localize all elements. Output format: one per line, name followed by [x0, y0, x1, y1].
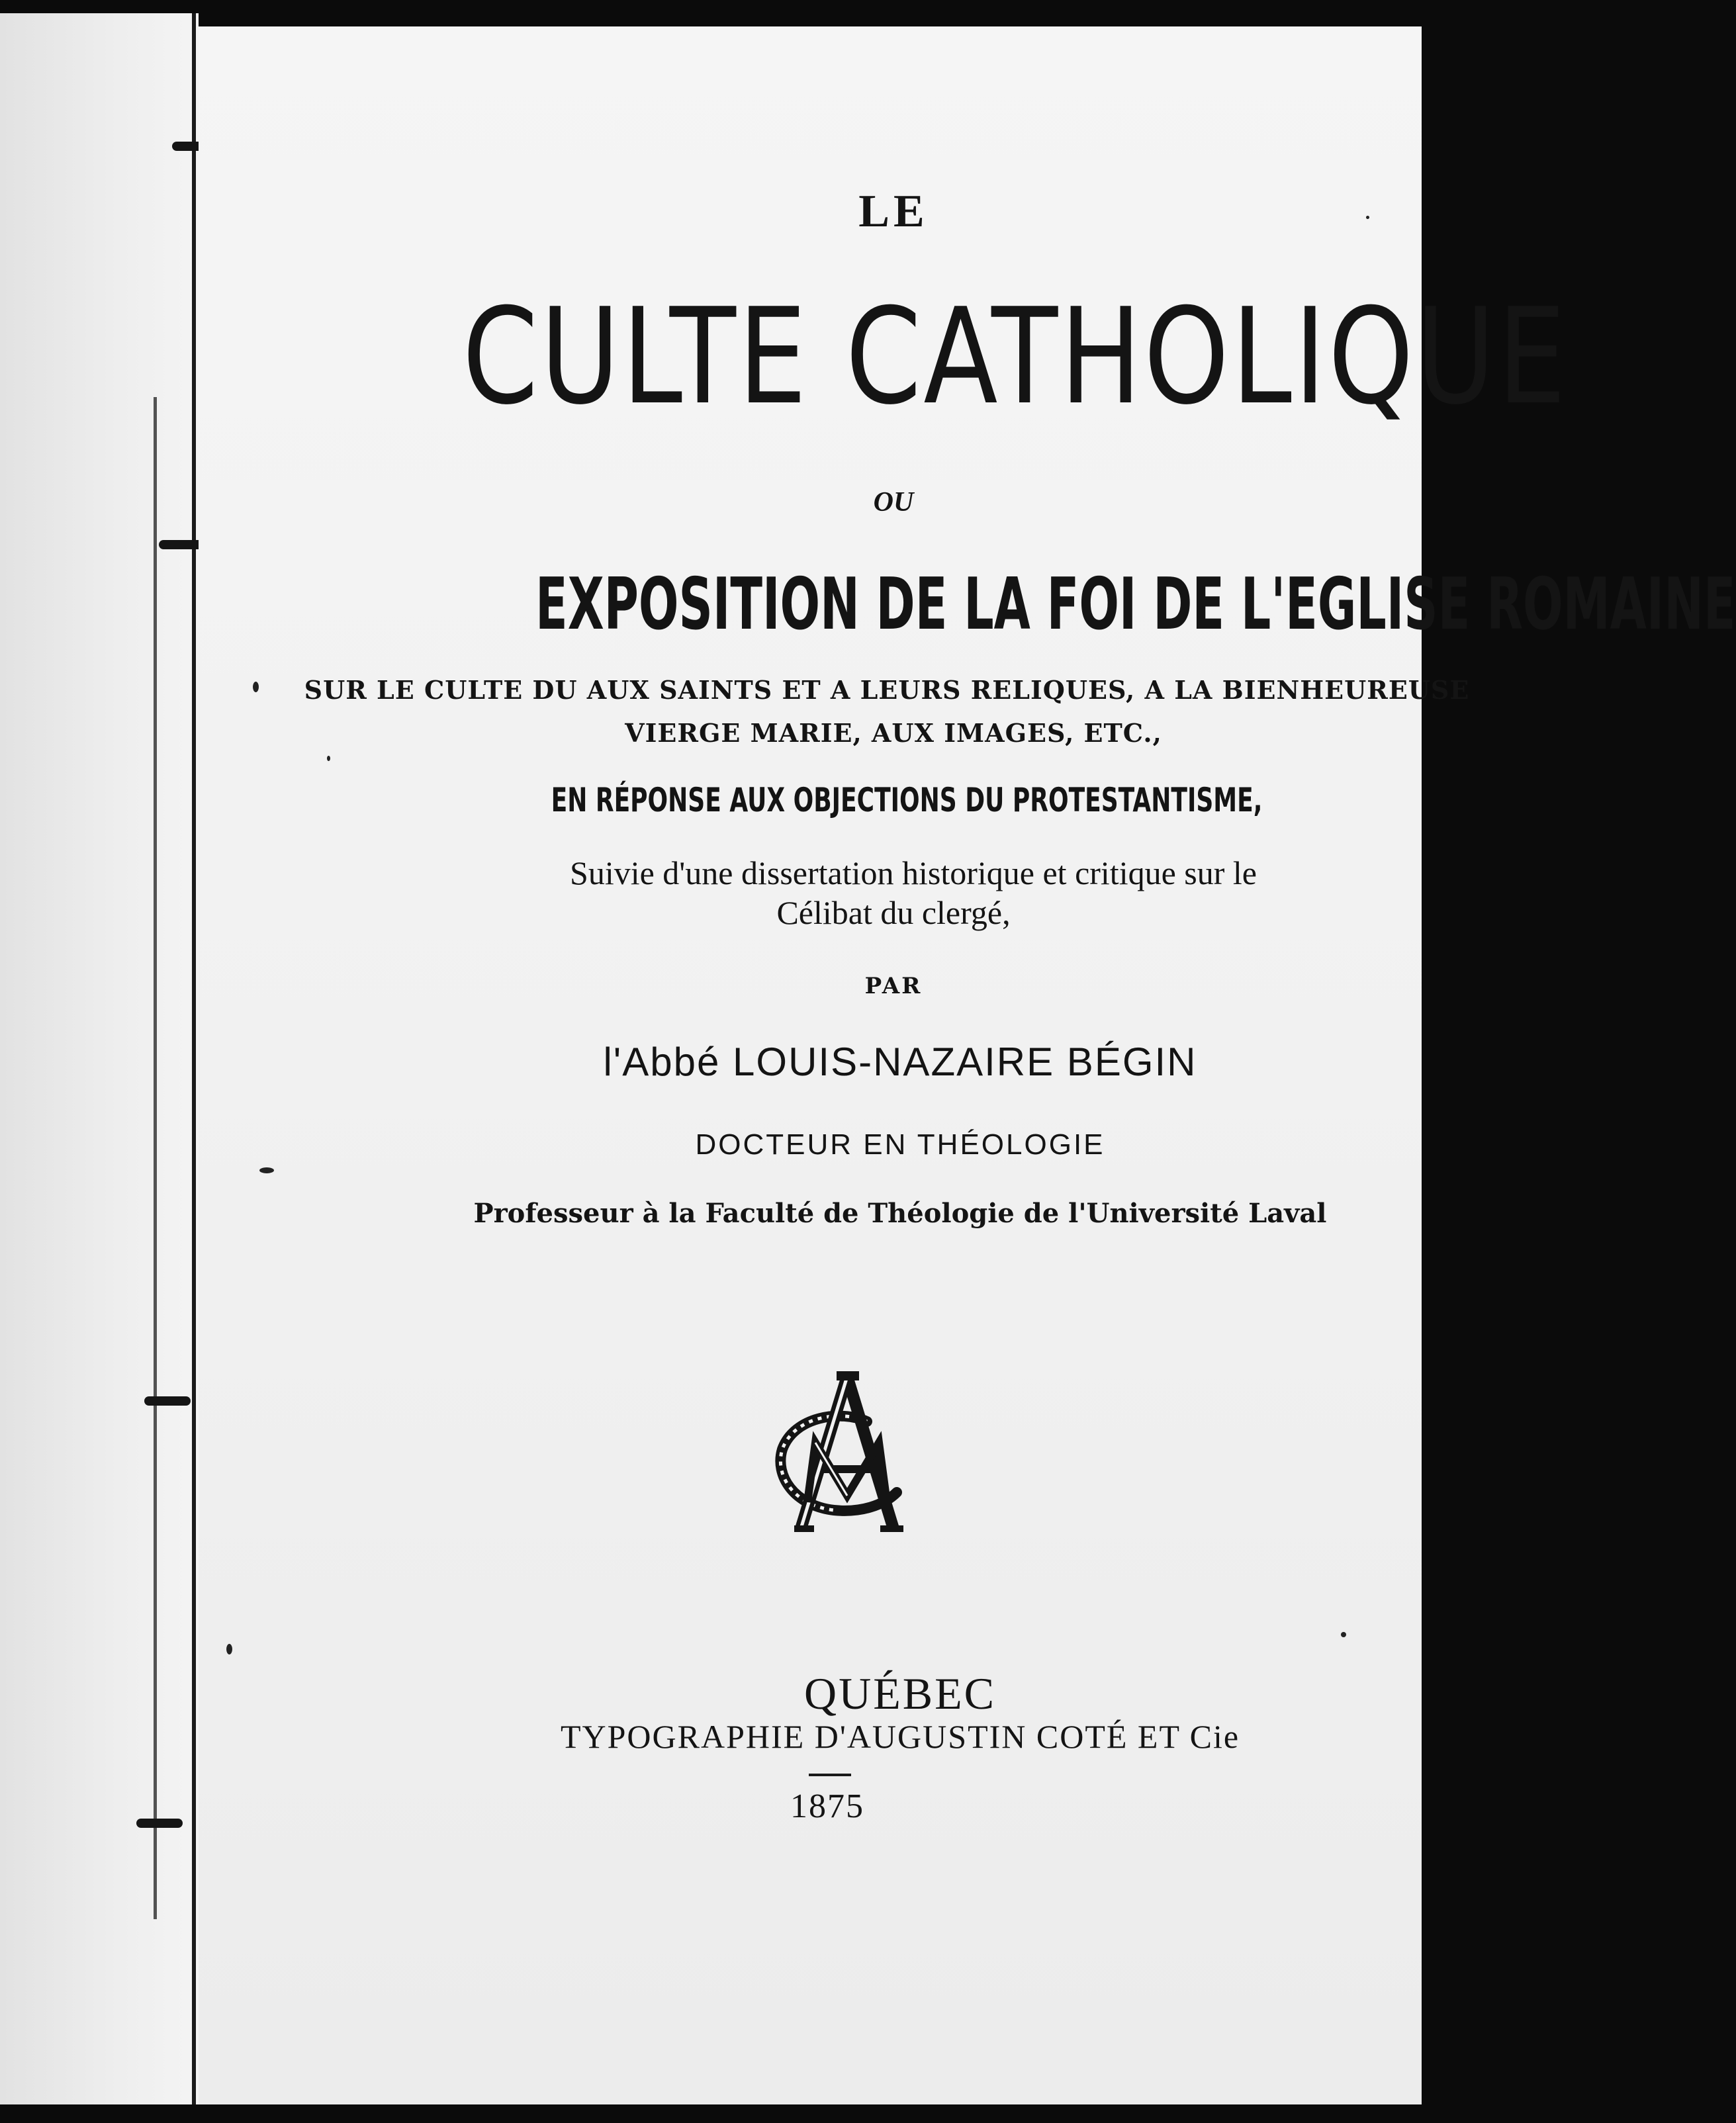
- publisher-monogram-icon: [768, 1370, 920, 1535]
- by-label: PAR: [864, 973, 923, 999]
- subtitle: EXPOSITION DE LA FOI DE L'EGLISE ROMAINE: [535, 563, 1736, 646]
- binding-stitch: [144, 1396, 191, 1406]
- description-line-2: VIERGE MARIE, AUX IMAGES, ETC.,: [625, 718, 1162, 748]
- title-article: LE: [858, 186, 929, 237]
- printer-name: TYPOGRAPHIE D'AUGUSTIN COTÉ ET Cie: [560, 1718, 1240, 1755]
- publication-year: 1875: [790, 1787, 864, 1825]
- title-conjunction: OU: [873, 487, 914, 518]
- ink-speck: [259, 1167, 274, 1173]
- author-degree: DOCTEUR EN THÉOLOGIE: [695, 1128, 1105, 1161]
- dissertation-line-2: Célibat du clergé,: [776, 894, 1011, 931]
- binding-stitch: [136, 1819, 183, 1828]
- reply-line: EN RÉPONSE AUX OBJECTIONS DU PROTESTANTISME,: [551, 781, 1263, 819]
- ink-speck: [253, 682, 259, 692]
- left-page-edge: [0, 13, 199, 2104]
- description-line-1: SUR LE CULTE DU AUX SAINTS ET A LEURS RELIQUES, A LA BIENHEUREUSE: [304, 675, 1470, 705]
- binding-shadow: [154, 397, 157, 1919]
- imprint-rule: [809, 1774, 851, 1776]
- author-name: l'Abbé LOUIS-NAZAIRE BÉGIN: [603, 1040, 1197, 1084]
- ink-speck: [1366, 216, 1369, 219]
- publication-city: QUÉBEC: [804, 1668, 996, 1719]
- ink-speck: [1341, 1632, 1346, 1637]
- ink-speck: [226, 1644, 232, 1654]
- ink-speck: [327, 756, 330, 761]
- dissertation-line-1: Suivie d'une dissertation historique et critique sur le: [570, 854, 1257, 891]
- binding-line: [192, 13, 196, 2104]
- main-title: CULTE CATHOLIQUE: [462, 280, 1569, 434]
- author-position: Professeur à la Faculté de Théologie de l'Université Laval: [473, 1198, 1327, 1229]
